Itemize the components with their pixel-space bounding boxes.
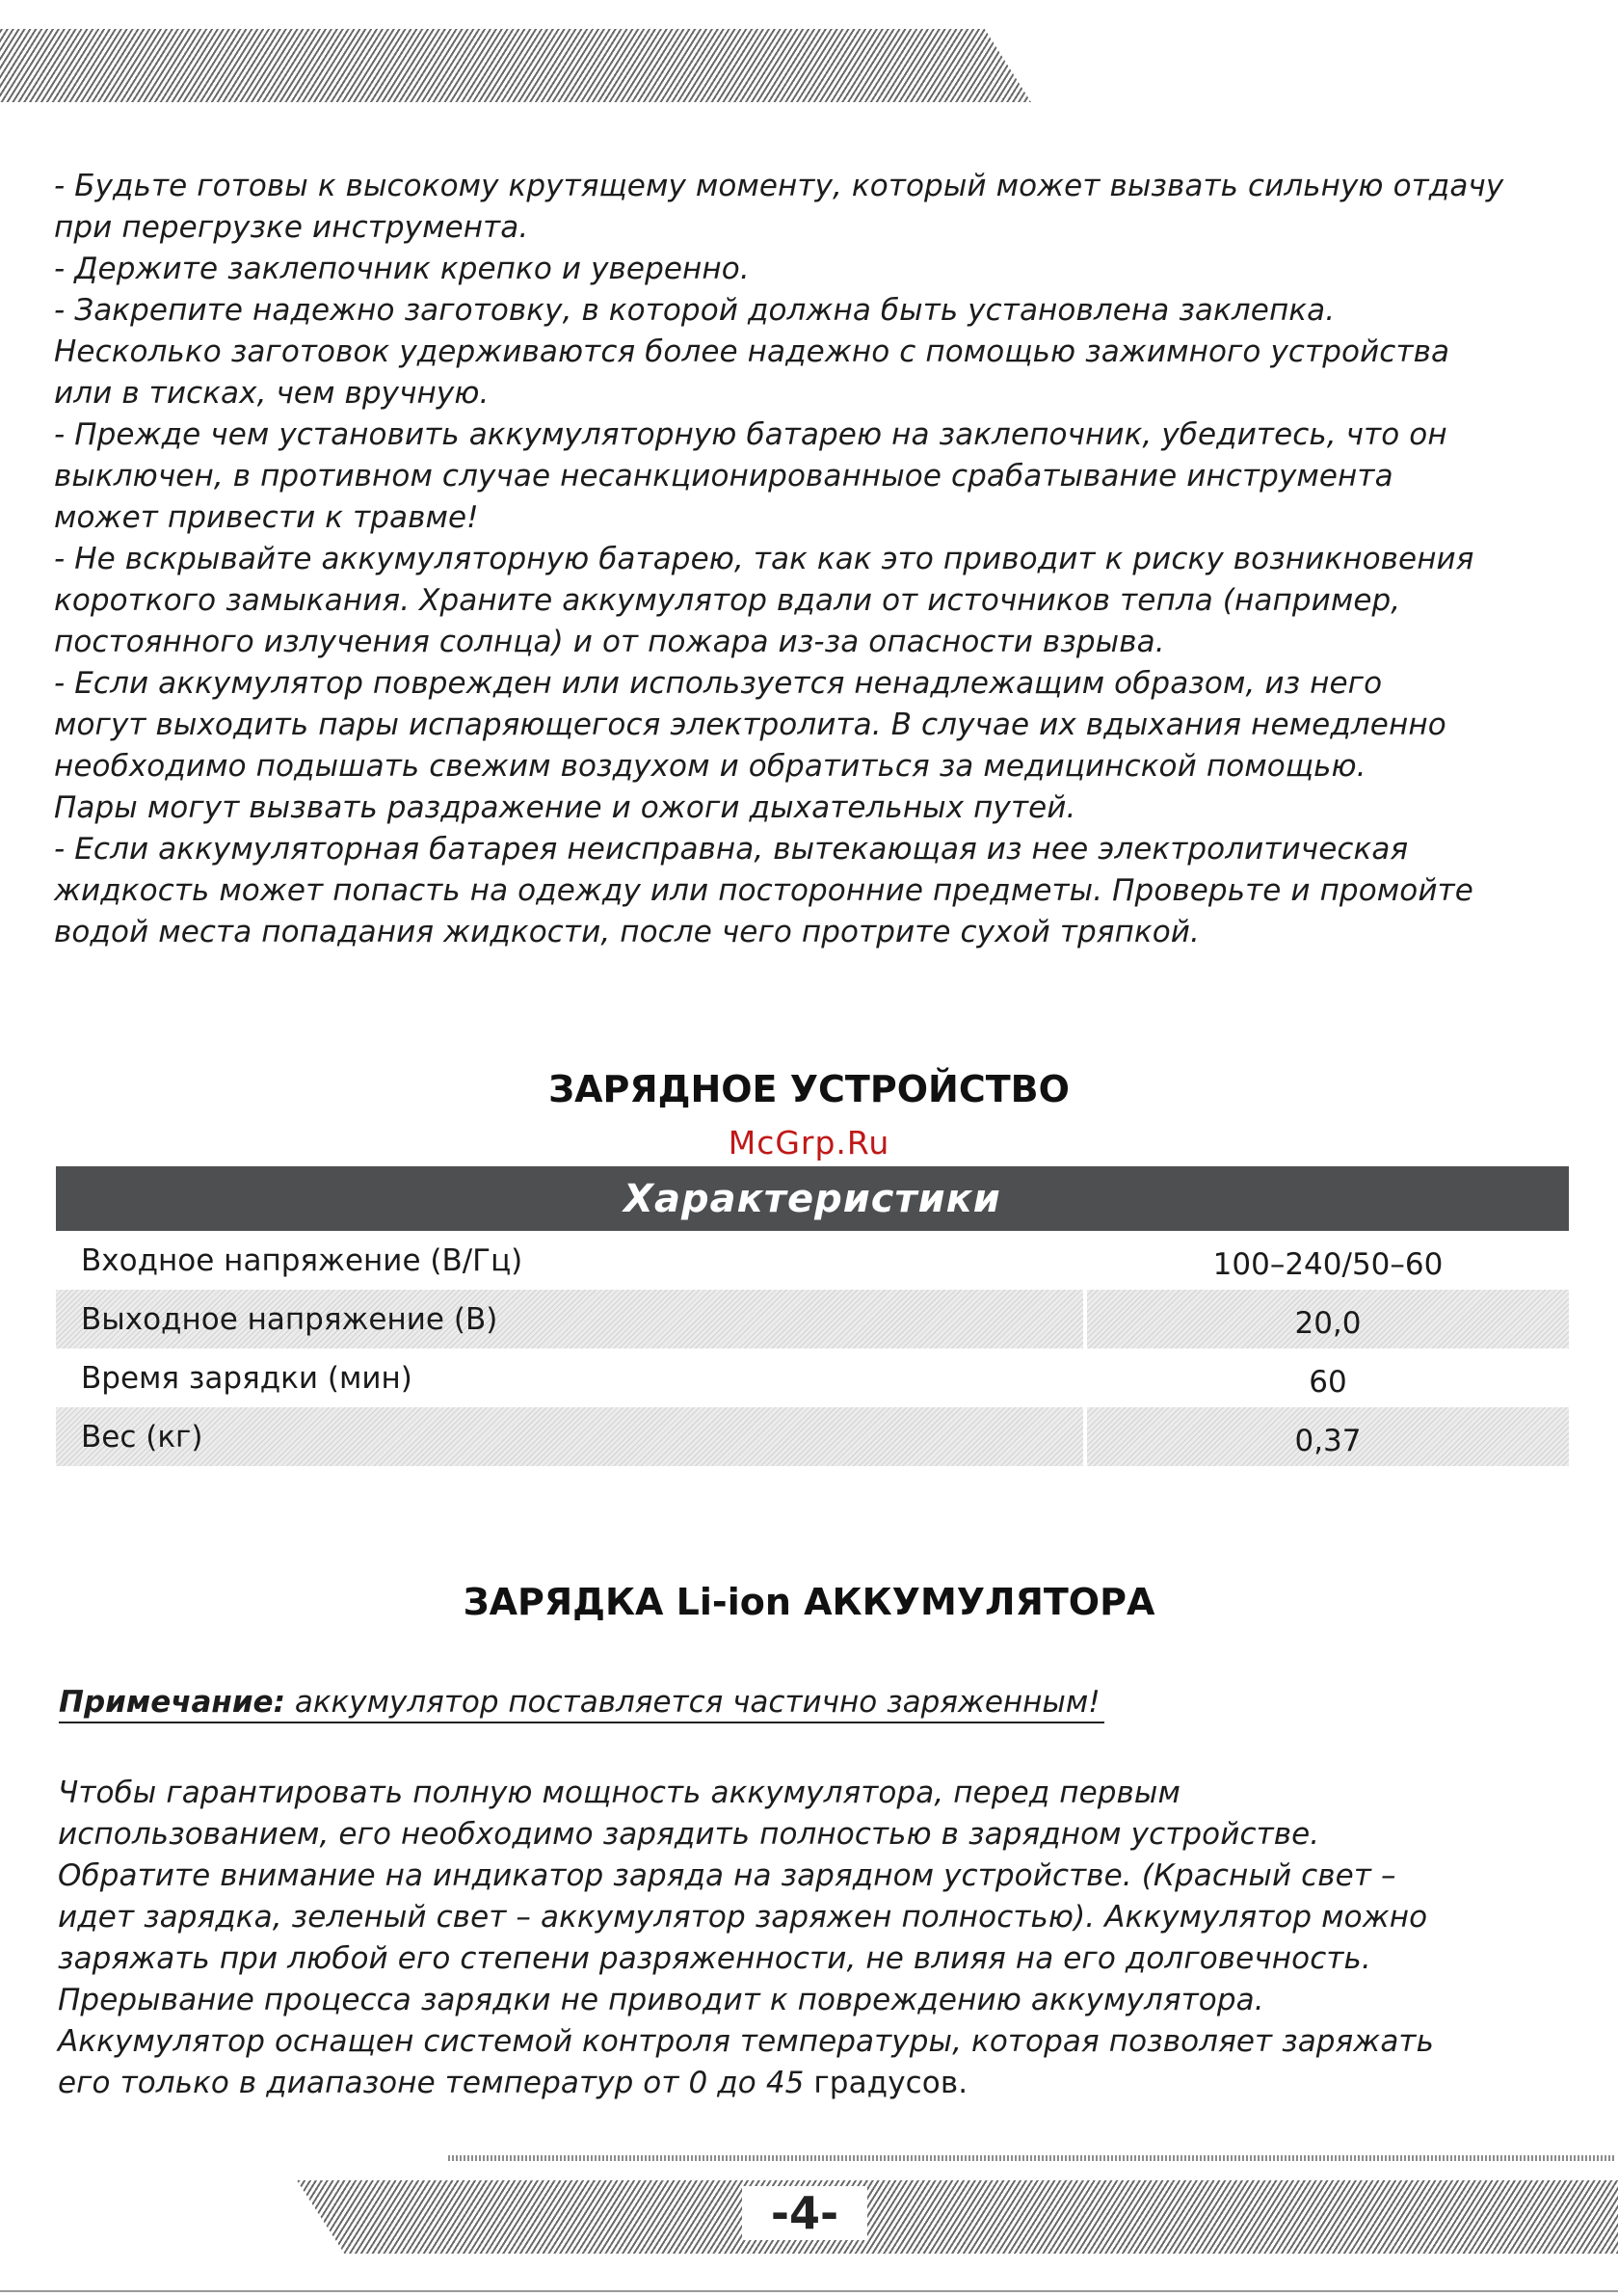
charger-spec-table bbox=[56, 1166, 1569, 1466]
spec-value: 60 bbox=[1085, 1348, 1569, 1407]
text-line: Чтобы гарантировать полную мощность аккумулятора, перед первым bbox=[58, 1775, 1180, 1810]
table-row bbox=[56, 1231, 1569, 1290]
charger-heading: ЗАРЯДНОЕ УСТРОЙСТВО bbox=[548, 1068, 1070, 1110]
text-line: может привести к травме! bbox=[54, 500, 479, 535]
table-row bbox=[56, 1407, 1569, 1466]
text-fragment-upright: градусов. bbox=[813, 2066, 968, 2100]
spec-value: 0,37 bbox=[1085, 1407, 1569, 1466]
header-hatched-band bbox=[0, 29, 1031, 102]
spec-label: Вес (кг) bbox=[56, 1407, 1085, 1466]
table-row bbox=[56, 1290, 1569, 1348]
text-line: Прерывание процесса зарядки не приводит к повреждению аккумулятора. bbox=[58, 1983, 1264, 2017]
text-fragment: его только в диапазоне температур от 0 до 45 bbox=[58, 2066, 814, 2100]
text-line: использованием, его необходимо зарядить полностью в зарядном устройстве. bbox=[58, 1817, 1320, 1852]
spec-label: Время зарядки (мин) bbox=[56, 1348, 1085, 1407]
safety-instructions bbox=[54, 166, 1577, 953]
text-line: - Прежде чем установить аккумуляторную батарею на заклепочник, убедитесь, что он bbox=[54, 417, 1447, 452]
note-label: Примечание: bbox=[59, 1685, 285, 1720]
table-row bbox=[56, 1348, 1569, 1407]
text-line: - Не вскрывайте аккумуляторную батарею, так как это приводит к риску возникновения bbox=[54, 542, 1474, 576]
charging-instructions bbox=[58, 1773, 1561, 2104]
text-line: - Если аккумуляторная батарея неисправна, вытекающая из нее электролитическая bbox=[54, 832, 1409, 867]
text-line: при перегрузке инструмента. bbox=[54, 210, 529, 245]
watermark-text: McGrp.Ru bbox=[728, 1124, 890, 1161]
text-line: Аккумулятор оснащен системой контроля температуры, которая позволяет заряжать bbox=[58, 2024, 1434, 2059]
text-line: короткого замыкания. Храните аккумулятор вдали от источников тепла (например, bbox=[54, 583, 1401, 618]
spec-label: Выходное напряжение (В) bbox=[56, 1290, 1085, 1348]
text-line: необходимо подышать свежим воздухом и обратиться за медицинской помощью. bbox=[54, 749, 1366, 784]
spec-value: 100–240/50–60 bbox=[1085, 1231, 1569, 1290]
footer-hatched-band bbox=[297, 2180, 1618, 2254]
text-line: Пары могут вызвать раздражение и ожоги дыхательных путей. bbox=[54, 790, 1076, 825]
text-line: жидкость может попасть на одежду или посторонние предметы. Проверьте и промойте bbox=[54, 873, 1473, 908]
text-line: водой места попадания жидкости, после чего протрите сухой тряпкой. bbox=[54, 915, 1200, 949]
text-line: - Если аккумулятор поврежден или используется ненадлежащим образом, из него bbox=[54, 666, 1383, 701]
spec-value: 20,0 bbox=[1085, 1290, 1569, 1348]
text-line: или в тисках, чем вручную. bbox=[54, 376, 490, 411]
text-line: могут выходить пары испаряющегося электролита. В случае их вдыхания немедленно bbox=[54, 707, 1446, 742]
text-line: - Закрепите надежно заготовку, в которой должна быть установлена заклепка. bbox=[54, 293, 1336, 328]
text-line: идет зарядка, зеленый свет – аккумулятор заряжен полностью). Аккумулятор можно bbox=[58, 1900, 1428, 1935]
note bbox=[59, 1685, 1104, 1723]
text-line: постоянного излучения солнца) и от пожара из-за опасности взрыва. bbox=[54, 625, 1165, 659]
footer-dotted-rule bbox=[448, 2155, 1614, 2161]
table-header: Характеристики bbox=[56, 1166, 1569, 1231]
text-line: Несколько заготовок удерживаются более надежно с помощью зажимного устройства bbox=[54, 334, 1450, 369]
charging-heading: ЗАРЯДКА Li-ion АККУМУЛЯТОРА bbox=[463, 1581, 1155, 1623]
footer-divider bbox=[0, 2290, 1618, 2292]
text-line: заряжать при любой его степени разряженности, не влияя на его долговечность. bbox=[58, 1941, 1371, 1976]
spec-label: Входное напряжение (В/Гц) bbox=[56, 1231, 1085, 1290]
text-line: - Держите заклепочник крепко и уверенно. bbox=[54, 252, 750, 286]
note-text: аккумулятор поставляется частично заряженным! bbox=[284, 1685, 1101, 1720]
text-line bbox=[58, 2063, 1561, 2104]
text-line: - Будьте готовы к высокому крутящему моменту, который может вызвать сильную отдачу bbox=[54, 169, 1504, 203]
text-line: выключен, в противном случае несанкционированныое срабатывание инструмента bbox=[54, 459, 1393, 494]
text-line: Обратите внимание на индикатор заряда на зарядном устройстве. (Красный свет – bbox=[58, 1858, 1396, 1893]
page-number: -4- bbox=[742, 2186, 867, 2240]
